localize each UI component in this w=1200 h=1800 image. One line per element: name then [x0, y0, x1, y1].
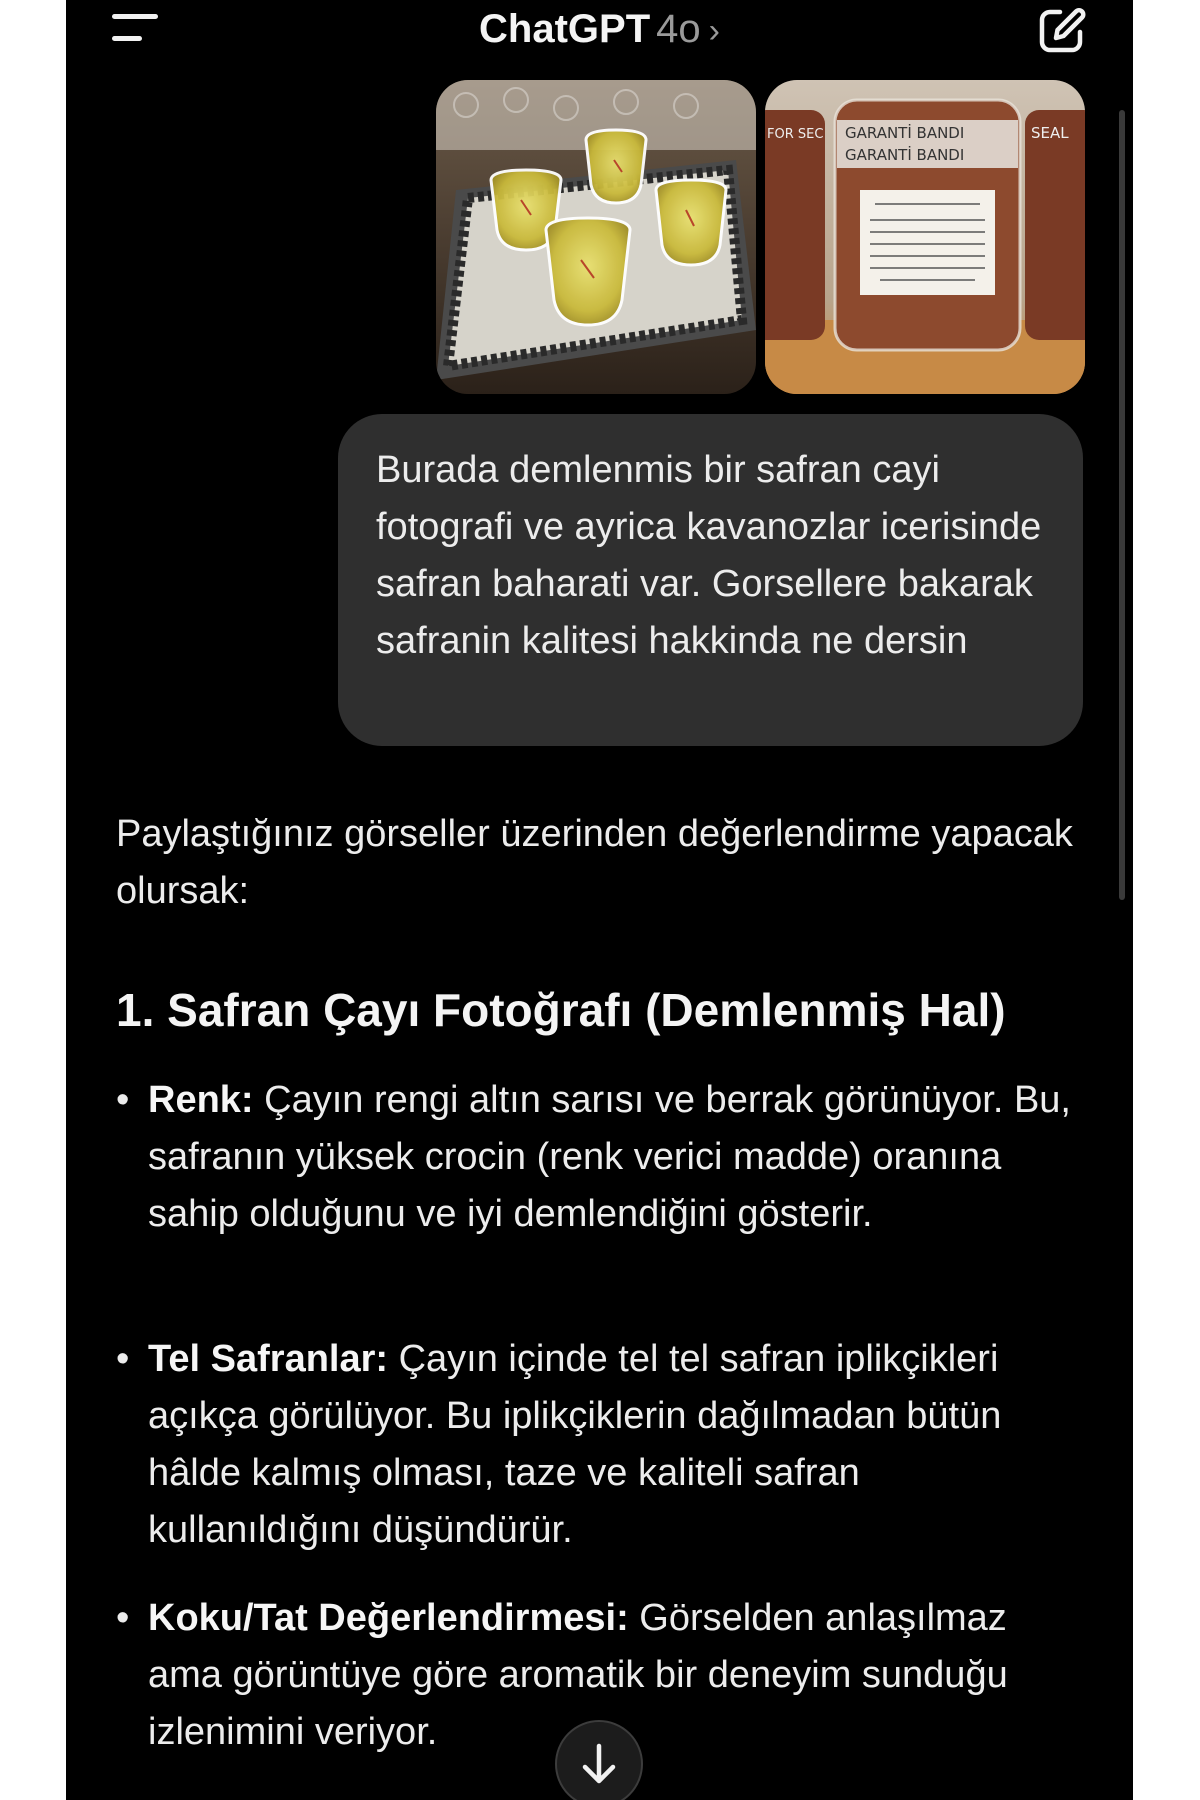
list-item-title: Koku/Tat Değerlendirmesi:: [148, 1597, 629, 1639]
list-item-title: Renk:: [148, 1079, 254, 1121]
header-bar: [66, 0, 1133, 72]
saffron-jars-image[interactable]: [765, 80, 1085, 394]
compose-icon[interactable]: [1036, 4, 1088, 56]
arrow-down-icon: [557, 1722, 641, 1800]
list-item: [148, 1331, 1078, 1559]
user-message-bubble: Burada demlenmis bir safran cayi fotografi ve ayrica kavanozlar icerisinde safran baharati var. Gorsellere bakarak safranin kalitesi hakkinda ne dersin: [338, 414, 1083, 746]
bullet-dot: •: [116, 1079, 130, 1121]
jar-seal-text-2: GARANTİ BANDI: [845, 146, 965, 164]
chevron-right-icon: ›: [708, 12, 720, 50]
chat-screen: [66, 0, 1133, 1800]
jar-seal-left: FOR SEC: [767, 127, 824, 142]
jar-seal-text: GARANTİ BANDI: [845, 124, 965, 142]
scrollbar[interactable]: [1119, 110, 1125, 900]
bullet-dot: •: [116, 1597, 130, 1639]
jar-seal-side: SEAL: [1031, 124, 1069, 142]
bullet-dot: •: [116, 1338, 130, 1380]
model-name: 4o: [656, 7, 701, 51]
assistant-intro: Paylaştığınız görseller üzerinden değerlendirme yapacak olursak:: [116, 813, 1073, 912]
list-item: [148, 1072, 1078, 1243]
list-item-text: Çayın rengi altın sarısı ve berrak görünüyor. Bu, safranın yüksek crocin (renk verici madde) oranına sahip olduğunu ve iyi demlendiğini gösterir.: [148, 1079, 1071, 1235]
list-item-title: Tel Safranlar:: [148, 1338, 389, 1380]
saffron-tea-image[interactable]: [436, 80, 756, 394]
section-heading: 1. Safran Çayı Fotoğrafı (Demlenmiş Hal): [116, 984, 1006, 1036]
scroll-down-button[interactable]: [555, 1720, 643, 1800]
app-title: ChatGPT: [479, 7, 651, 51]
list-item-text: Çayın içinde tel tel safran iplikçikleri açıkça görülüyor. Bu iplikçiklerin dağılmadan bütün hâlde kalmış olması, taze ve kaliteli safran kullanıldığını düşündürür.: [148, 1338, 1002, 1551]
list-item-text: Görselden anlaşılmaz ama görüntüye göre aromatik bir deneyim sunduğu izlenimini veriyor.: [148, 1597, 1008, 1753]
model-selector[interactable]: [66, 4, 1133, 56]
